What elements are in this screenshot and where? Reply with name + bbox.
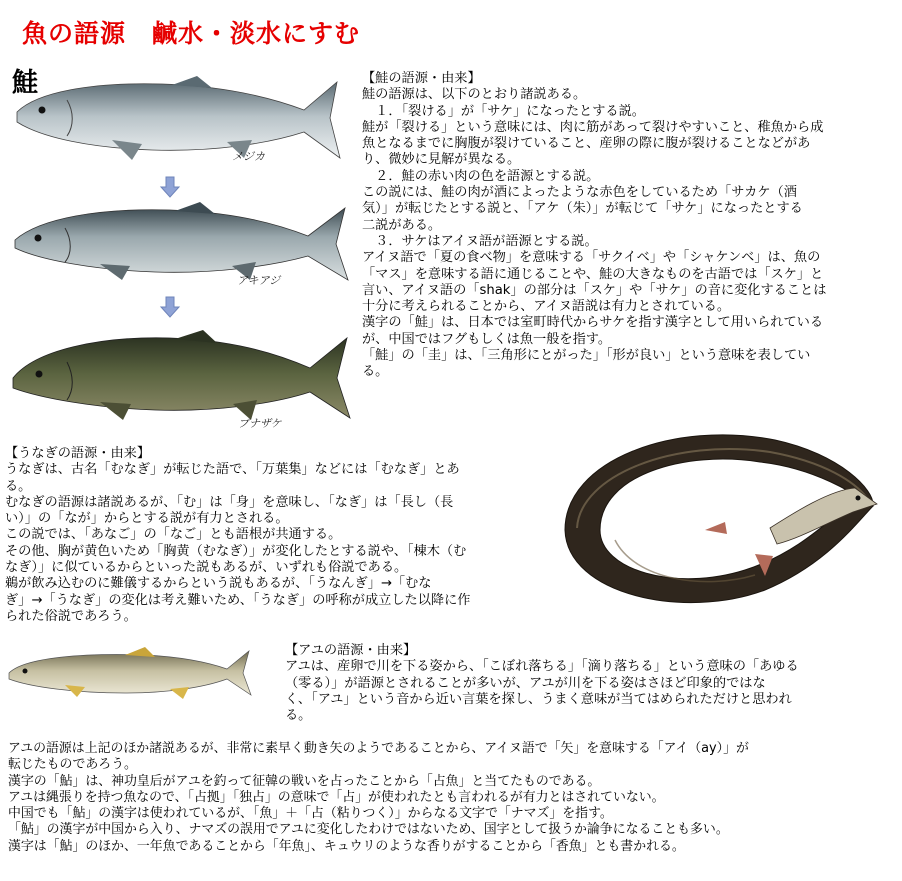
salmon-text-line: が、中国ではフグもしくは魚一般を指す。 [362,331,612,347]
eel-image [555,420,895,620]
salmon-text-line: 二説がある。 [362,217,442,233]
ayu-bottom-line: 中国でも「鮎」の漢字は使われているが、「魚」＋「占（粘りつく）」からなる文字で「ナマズ」を指す。 [8,806,613,822]
eel-text-line: この説では、「あなご」の「なご」とも語根が共通する。 [5,527,342,543]
salmon-text-line: 魚となるまでに胸腹が裂けていること、産卵の際に腹が裂けることなどがあ [362,136,811,152]
salmon-text-line: 「マス」を意味する語に通じることや、鮭の大きなものを古語では「スケ」と [362,266,824,282]
ayu-text-line: く、「アユ」という音から近い言葉を探し、うまく意味が当てはめられただけと思われ [285,691,792,707]
salmon-text-line: アイヌ語で「夏の食べ物」を意味する「サクイベ」や「シャケンベ」は、魚の [362,250,821,266]
ayu-text-line: （零る）」が語源とされることが多いが、アユが川を下る姿はさほど印象的ではな [285,675,766,691]
ayu-text-line: 【アユの語源・由来】 [285,643,417,658]
fish-label-bunazake: ブナザケ [238,417,282,430]
fish-label-mejika: メジカ [232,150,265,163]
salmon-text-line: 漢字の「鮭」は、日本では室町時代からサケを指す漢字として用いられている [362,315,824,331]
salmon-text-line: ３．サケはアイヌ語が語源とする説。 [362,233,598,249]
ayu-bottom-line: アユは縄張りを持つ魚なので、「占拠」「独占」の意味で「占」が使われたとも言われるが有力とはされていない。 [8,789,665,805]
salmon-text-line: 気）」が転じたとする説と、「アケ（朱）」が転じて「サケ」になったとする [362,201,803,217]
ayu-kanji-text [8,741,749,855]
fish-label-akiaji: アキアジ [237,274,281,287]
salmon-text-line: １．「裂ける」が「サケ」になったとする説。 [362,103,645,119]
salmon-text-line: 「鮭」の「圭」は、「三角形にとがった」「形が良い」という意味を表してい [362,348,811,364]
ayu-image [5,645,255,700]
salmon-akiaji-image [10,200,355,285]
ayu-bottom-line: アユの語源は上記のほか諸説あるが、非常に素早く動き矢のようであることから、アイヌ語で「矢」を意味する「アイ（ay）」が [8,741,749,756]
down-arrow-icon [158,175,182,199]
salmon-text-line: 【鮭の語源・由来】 [362,71,481,86]
eel-text-line: 【うなぎの語源・由来】 [5,446,151,461]
salmon-text-line: ２．鮭の赤い肉の色を語源とする説。 [362,168,600,184]
salmon-text-line: る。 [362,364,389,380]
salmon-bunazake-image [5,328,355,423]
ayu-bottom-line: 漢字の「鮎」は、神功皇后がアユを釣って征韓の戦いを占ったことから「占魚」と当てたものである。 [8,773,601,789]
salmon-kanji-label: 鮭 [12,68,39,98]
salmon-text-line: 鮭が「裂ける」という意味には、肉に筋があって裂けやすいこと、稚魚から成 [362,119,824,135]
eel-text-line: い）」の「なが」からとする説が有力とされる。 [5,511,289,527]
eel-text-line: なぎ）」に似ているからといった説もあるが、いずれも俗説である。 [5,560,408,576]
salmon-text-line: 言い、アイヌ語の「shak」の部分は「スケ」や「サケ」の音に変化することは [362,282,827,298]
page-title: 魚の語源 鹹水・淡水にすむ [22,19,361,48]
salmon-text-line: り、微妙に見解が異なる。 [362,152,521,168]
ayu-bottom-line: 「鮎」の漢字が中国から入り、ナマズの誤用でアユに変化したわけではないため、国字として扱うか論争になることも多い。 [8,822,729,838]
eel-text-line: られた俗説であろう。 [5,608,137,624]
eel-etymology-text [5,446,470,625]
eel-text-line: 鵜が飲み込むのに難儀するからという説もあるが、「うなんぎ」→「むな [5,576,432,592]
ayu-text-line: アユは、産卵で川を下る姿から、「こぼれ落ちる」「滴り落ちる」という意味の「あゆる [285,659,799,675]
eel-text-line: うなぎは、古名「むなぎ」が転じた語で、「万葉集」などには「むなぎ」とあ [5,462,460,478]
salmon-text-line: 鮭の語源は、以下のとおり諸説ある。 [362,87,587,103]
eel-text-line: その他、胸が黄色いため「胸黄（むなぎ）」が変化したとする説や、「棟木（む [5,543,467,559]
ayu-bottom-line: 漢字は「鮎」のほか、一年魚であることから「年魚」、キュウリのような香りがすることから「香魚」とも書かれる。 [8,838,685,854]
salmon-mejika-image [12,70,347,170]
eel-text-line: る。 [5,478,32,494]
ayu-text-line: る。 [285,708,312,724]
salmon-etymology-text [362,71,826,381]
eel-text-line: ぎ」→「うなぎ」の変化は考え難いため、「うなぎ」の呼称が成立した以降に作 [5,592,471,608]
salmon-text-line: この説には、鮭の肉が酒によったような赤色をしているため「サカケ（酒 [362,185,797,201]
eel-text-line: むなぎの語源は諸説あるが、「む」は「身」を意味し、「なぎ」は「長し（長 [5,494,454,510]
salmon-text-line: 十分に考えられることから、アイヌ語説は有力とされている。 [362,299,731,315]
down-arrow-icon [158,295,182,319]
ayu-etymology-text [285,643,799,724]
ayu-bottom-line: 転じたものであろう。 [8,757,137,773]
